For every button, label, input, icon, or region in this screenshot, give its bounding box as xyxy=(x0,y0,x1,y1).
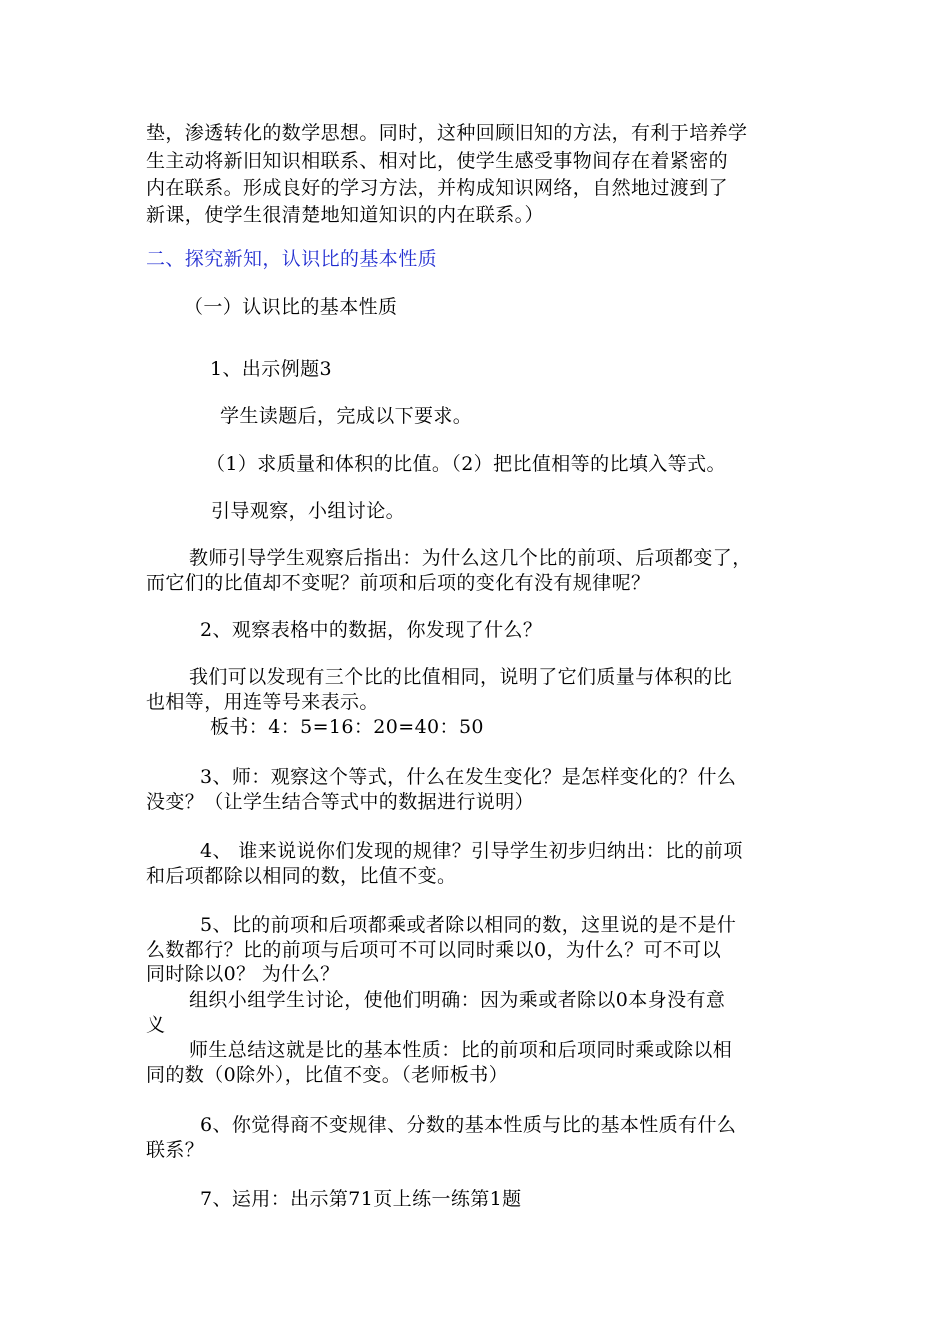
step-5-line-1: 5、比的前项和后项都乘或者除以相同的数，这里说的是不是什 xyxy=(200,914,737,936)
section-heading: 二、探究新知，认识比的基本性质 xyxy=(146,248,438,270)
intro-line-3: 内在联系。形成良好的学习方法，并构成知识网络，自然地过渡到了 xyxy=(146,177,729,199)
step-3-line-2: 没变？（让学生结合等式中的数据进行说明） xyxy=(146,791,535,813)
step-5-line-3: 同时除以0？ 为什么？ xyxy=(146,963,340,985)
step-4-line-2: 和后项都除以相同的数，比值不变。 xyxy=(146,865,457,887)
step-1-tasks: （1）求质量和体积的比值。（2）把比值相等的比填入等式。 xyxy=(206,453,726,475)
board-equation: 板书：4：5=16：20=40：50 xyxy=(210,716,484,738)
step-2-title: 2、观察表格中的数据，你发现了什么？ xyxy=(200,619,543,641)
step-2-line-2: 也相等，用连等号来表示。 xyxy=(146,691,379,713)
step-1-teacher-line-2: 而它们的比值却不变呢？前项和后项的变化有没有规律呢？ xyxy=(146,572,651,594)
step-1-title: 1、出示例题3 xyxy=(210,358,332,380)
step-6-line-2: 联系？ xyxy=(146,1139,205,1161)
summary-line-2: 同的数（0除外），比值不变。（老师板书） xyxy=(146,1064,509,1086)
intro-line-4: 新课，使学生很清楚地知道知识的内在联系。） xyxy=(146,204,544,226)
step-5-line-2: 么数都行？比的前项与后项可不可以同时乘以0，为什么？可不可以 xyxy=(146,939,722,961)
step-4-line-1: 4、 谁来说说你们发现的规律？引导学生初步归纳出：比的前项 xyxy=(200,840,743,862)
step-6-line-1: 6、你觉得商不变规律、分数的基本性质与比的基本性质有什么 xyxy=(200,1114,737,1136)
step-7-title: 7、运用：出示第71页上练一练第1题 xyxy=(200,1188,522,1210)
summary-line-1: 师生总结这就是比的基本性质：比的前项和后项同时乘或除以相 xyxy=(189,1039,733,1061)
step-2-line-1: 我们可以发现有三个比的比值相同，说明了它们质量与体积的比 xyxy=(189,666,733,688)
step-3-line-1: 3、师：观察这个等式，什么在发生变化？是怎样变化的？什么 xyxy=(200,766,737,788)
intro-line-2: 生主动将新旧知识相联系、相对比，使学生感受事物间存在着紧密的 xyxy=(146,150,729,172)
discussion-line-1: 组织小组学生讨论，使他们明确：因为乘或者除以0本身没有意 xyxy=(189,989,726,1011)
step-1-read: 学生读题后，完成以下要求。 xyxy=(220,405,473,427)
subsection-heading: （一）认识比的基本性质 xyxy=(184,296,398,318)
step-1-teacher-line-1: 教师引导学生观察后指出：为什么这几个比的前项、后项都变了， xyxy=(189,547,752,569)
step-1-guide: 引导观察，小组讨论。 xyxy=(211,500,406,522)
intro-line-1: 垫，渗透转化的数学思想。同时，这种回顾旧知的方法，有利于培养学 xyxy=(146,122,748,144)
discussion-line-2: 义 xyxy=(146,1014,166,1036)
